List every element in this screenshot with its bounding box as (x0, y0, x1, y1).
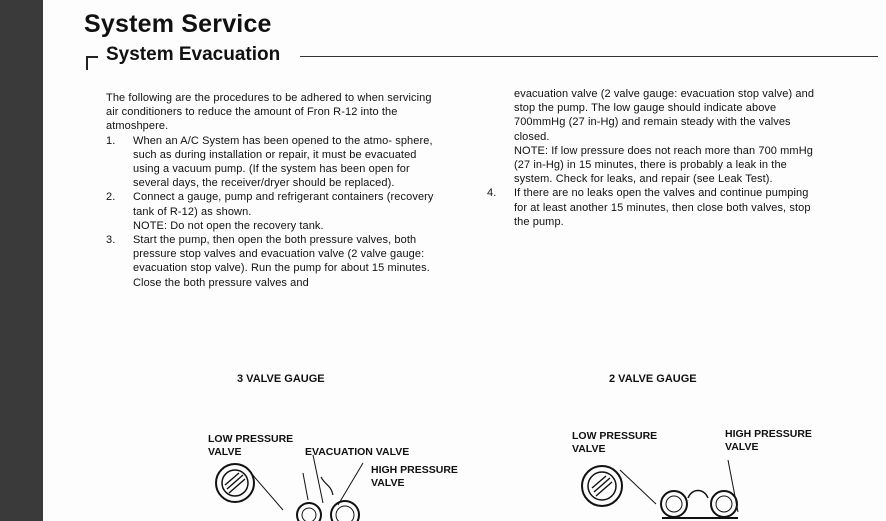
callout-evacuation-valve: EVACUATION VALVE (305, 446, 410, 458)
step-number: 3. (106, 234, 116, 247)
step-note: NOTE: Do not open the recovery tank. (133, 219, 324, 232)
section-rule-left (86, 56, 98, 58)
high-pressure-gauge-icon (331, 501, 359, 521)
figure-title-3-valve: 3 VALVE GAUGE (237, 373, 325, 385)
section-title: System Evacuation (106, 44, 281, 65)
manual-page (43, 0, 886, 521)
section-rule-right (300, 56, 878, 57)
two-valve-gauge-diagram (578, 452, 778, 521)
continuation-paragraph: evacuation valve (2 valve gauge: evacuation stop valve) and stop the pump. The low gauge should indicate above 700mmHg (27 in-Hg) and remain steady with the valves closed. (514, 88, 815, 143)
figure-title-2-valve: 2 VALVE GAUGE (609, 373, 697, 385)
section-bracket (86, 56, 88, 70)
step-3 (106, 233, 438, 290)
callout-low-pressure-valve-2: LOW PRESSURE VALVE (572, 430, 658, 455)
step-text: If there are no leaks open the valves and continue pumping for at least another 15 minutes, then close both valves, stop the pump. (514, 187, 811, 228)
callout-low-pressure-valve: LOW PRESSURE VALVE (208, 433, 294, 458)
left-column (106, 91, 438, 290)
right-column (487, 87, 819, 229)
callout-high-pressure-valve-2: HIGH PRESSURE VALVE (725, 428, 812, 453)
step-number: 1. (106, 134, 116, 147)
step-2 (106, 190, 438, 233)
step-1 (106, 134, 438, 191)
step-4 (487, 186, 819, 229)
three-valve-gauge-diagram (213, 455, 413, 521)
page-title: System Service (84, 10, 272, 38)
step-text: When an A/C System has been opened to the atmo- sphere, such as during installation or repair, it must be evacuated using a vacuum pump. (If the system has been open for several days, the receiver/dryer should be replaced). (133, 134, 433, 190)
step-text: Connect a gauge, pump and refrigerant containers (recovery tank of R-12) as shown. (133, 191, 434, 218)
leak-note: NOTE: If low pressure does not reach more than 700 mmHg (27 in-Hg) in 15 minutes, there is probably a leak in the system. Check for leaks, and repair (see Leak Test). (514, 144, 813, 186)
high-pressure-gauge-icon (711, 491, 737, 517)
left-sidebar (0, 0, 43, 521)
low-pressure-gauge-icon (297, 503, 321, 521)
step-number: 2. (106, 191, 116, 204)
callout-high-pressure-valve: HIGH PRESSURE VALVE (371, 464, 458, 489)
low-pressure-gauge-icon (661, 491, 687, 517)
intro-paragraph: The following are the procedures to be adhered to when servicing air conditioners to reduce the amount of Fron R-12 into the atmoshpere. (106, 92, 432, 133)
step-number: 4. (487, 187, 497, 200)
step-text: Start the pump, then open the both pressure valves, both pressure stop valves and evacuation valve (2 valve gauge: evacuation stop valve). Run the pump for about 15 minutes. Close the both pressure valves and (133, 234, 430, 289)
